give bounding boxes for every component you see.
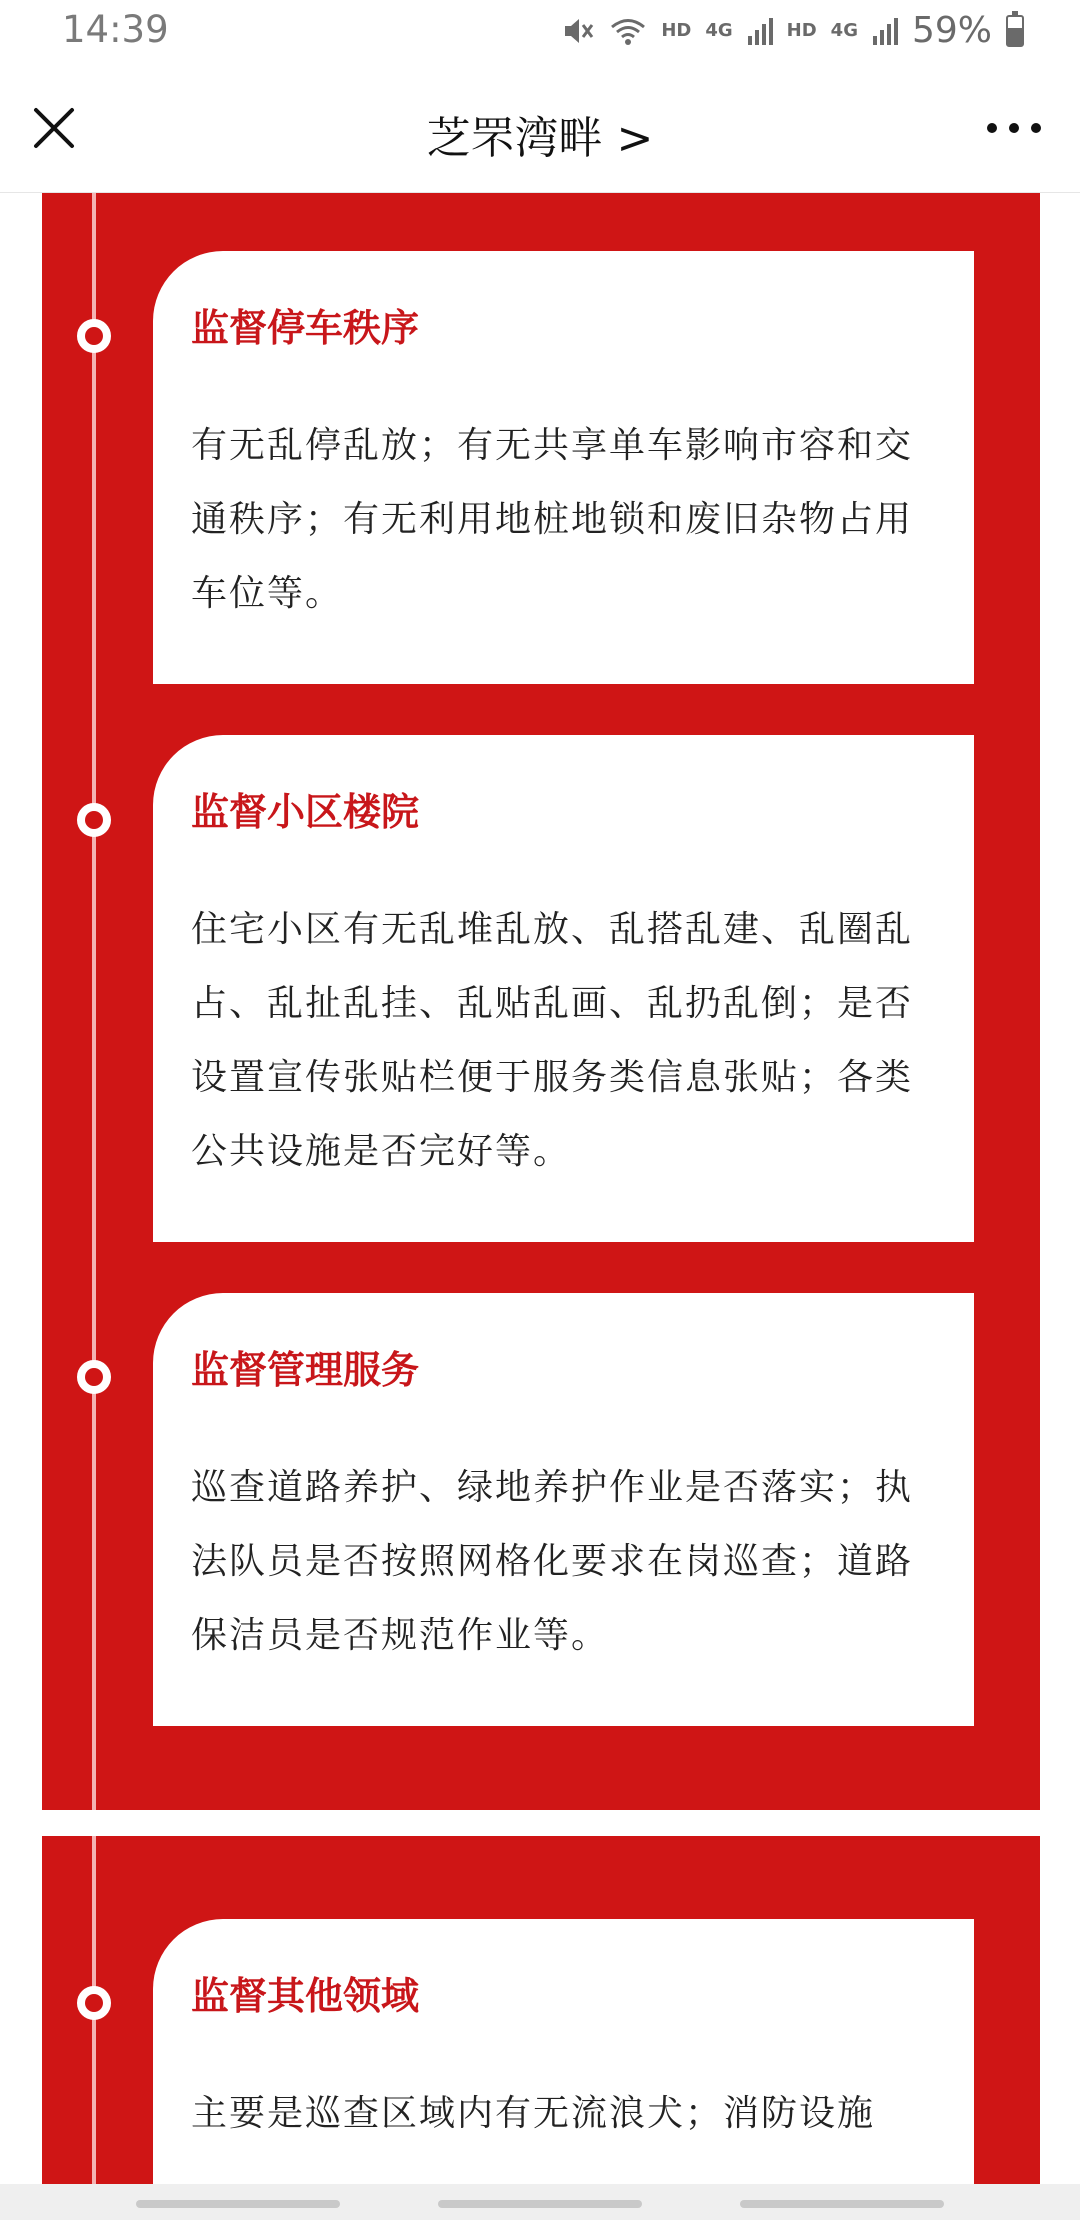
timeline-dot xyxy=(77,803,111,837)
mute-icon xyxy=(561,16,595,46)
timeline-line xyxy=(92,193,96,1810)
card-management xyxy=(153,1293,974,1726)
timeline-dot xyxy=(77,1360,111,1394)
signal-icon xyxy=(747,16,773,46)
signal-icon xyxy=(872,16,898,46)
card-title: 监督管理服务 xyxy=(191,1348,420,1392)
more-icon[interactable] xyxy=(984,116,1044,140)
gesture-bar xyxy=(0,2184,1080,2220)
timeline-dot xyxy=(77,319,111,353)
status-time: 14:39 xyxy=(62,8,169,51)
card-title: 监督停车秩序 xyxy=(191,306,420,350)
timeline-dot xyxy=(77,1986,111,2020)
card-residential xyxy=(153,735,974,1242)
card-other xyxy=(153,1919,974,2193)
gesture-handle[interactable] xyxy=(740,2200,944,2208)
card-title: 监督其他领域 xyxy=(191,1974,420,2018)
card-body: 住宅小区有无乱堆乱放、乱搭乱建、乱圈乱占、乱扯乱挂、乱贴乱画、乱扔乱倒；是否设置宣传张贴栏便于服务类信息张贴；各类公共设施是否完好等。 xyxy=(191,909,914,1172)
article-content xyxy=(0,193,1080,2193)
card-body: 巡查道路养护、绿地养护作业是否落实；执法队员是否按照网格化要求在岗巡查；道路保洁员是否规范作业等。 xyxy=(191,1467,914,1656)
status-bar xyxy=(0,0,1080,66)
hd-label-2: HD xyxy=(786,20,817,41)
card-title: 监督小区楼院 xyxy=(191,790,420,834)
gesture-handle[interactable] xyxy=(438,2200,642,2208)
network-label-1: 4G xyxy=(705,20,733,41)
hd-label-1: HD xyxy=(661,20,692,41)
card-body: 主要是巡查区域内有无流浪犬；消防设施 xyxy=(191,2093,876,2134)
card-parking xyxy=(153,251,974,684)
nav-bar xyxy=(0,66,1080,193)
network-label-2: 4G xyxy=(830,20,858,41)
status-icons xyxy=(561,10,1024,51)
page-title[interactable]: 芝罘湾畔 > xyxy=(426,113,654,164)
wifi-icon xyxy=(609,16,647,46)
battery-percent: 59% xyxy=(911,10,992,51)
card-body: 有无乱停乱放；有无共享单车影响市容和交通秩序；有无利用地桩地锁和废旧杂物占用车位等。 xyxy=(191,425,914,614)
gesture-handle[interactable] xyxy=(136,2200,340,2208)
battery-icon xyxy=(1006,15,1024,47)
